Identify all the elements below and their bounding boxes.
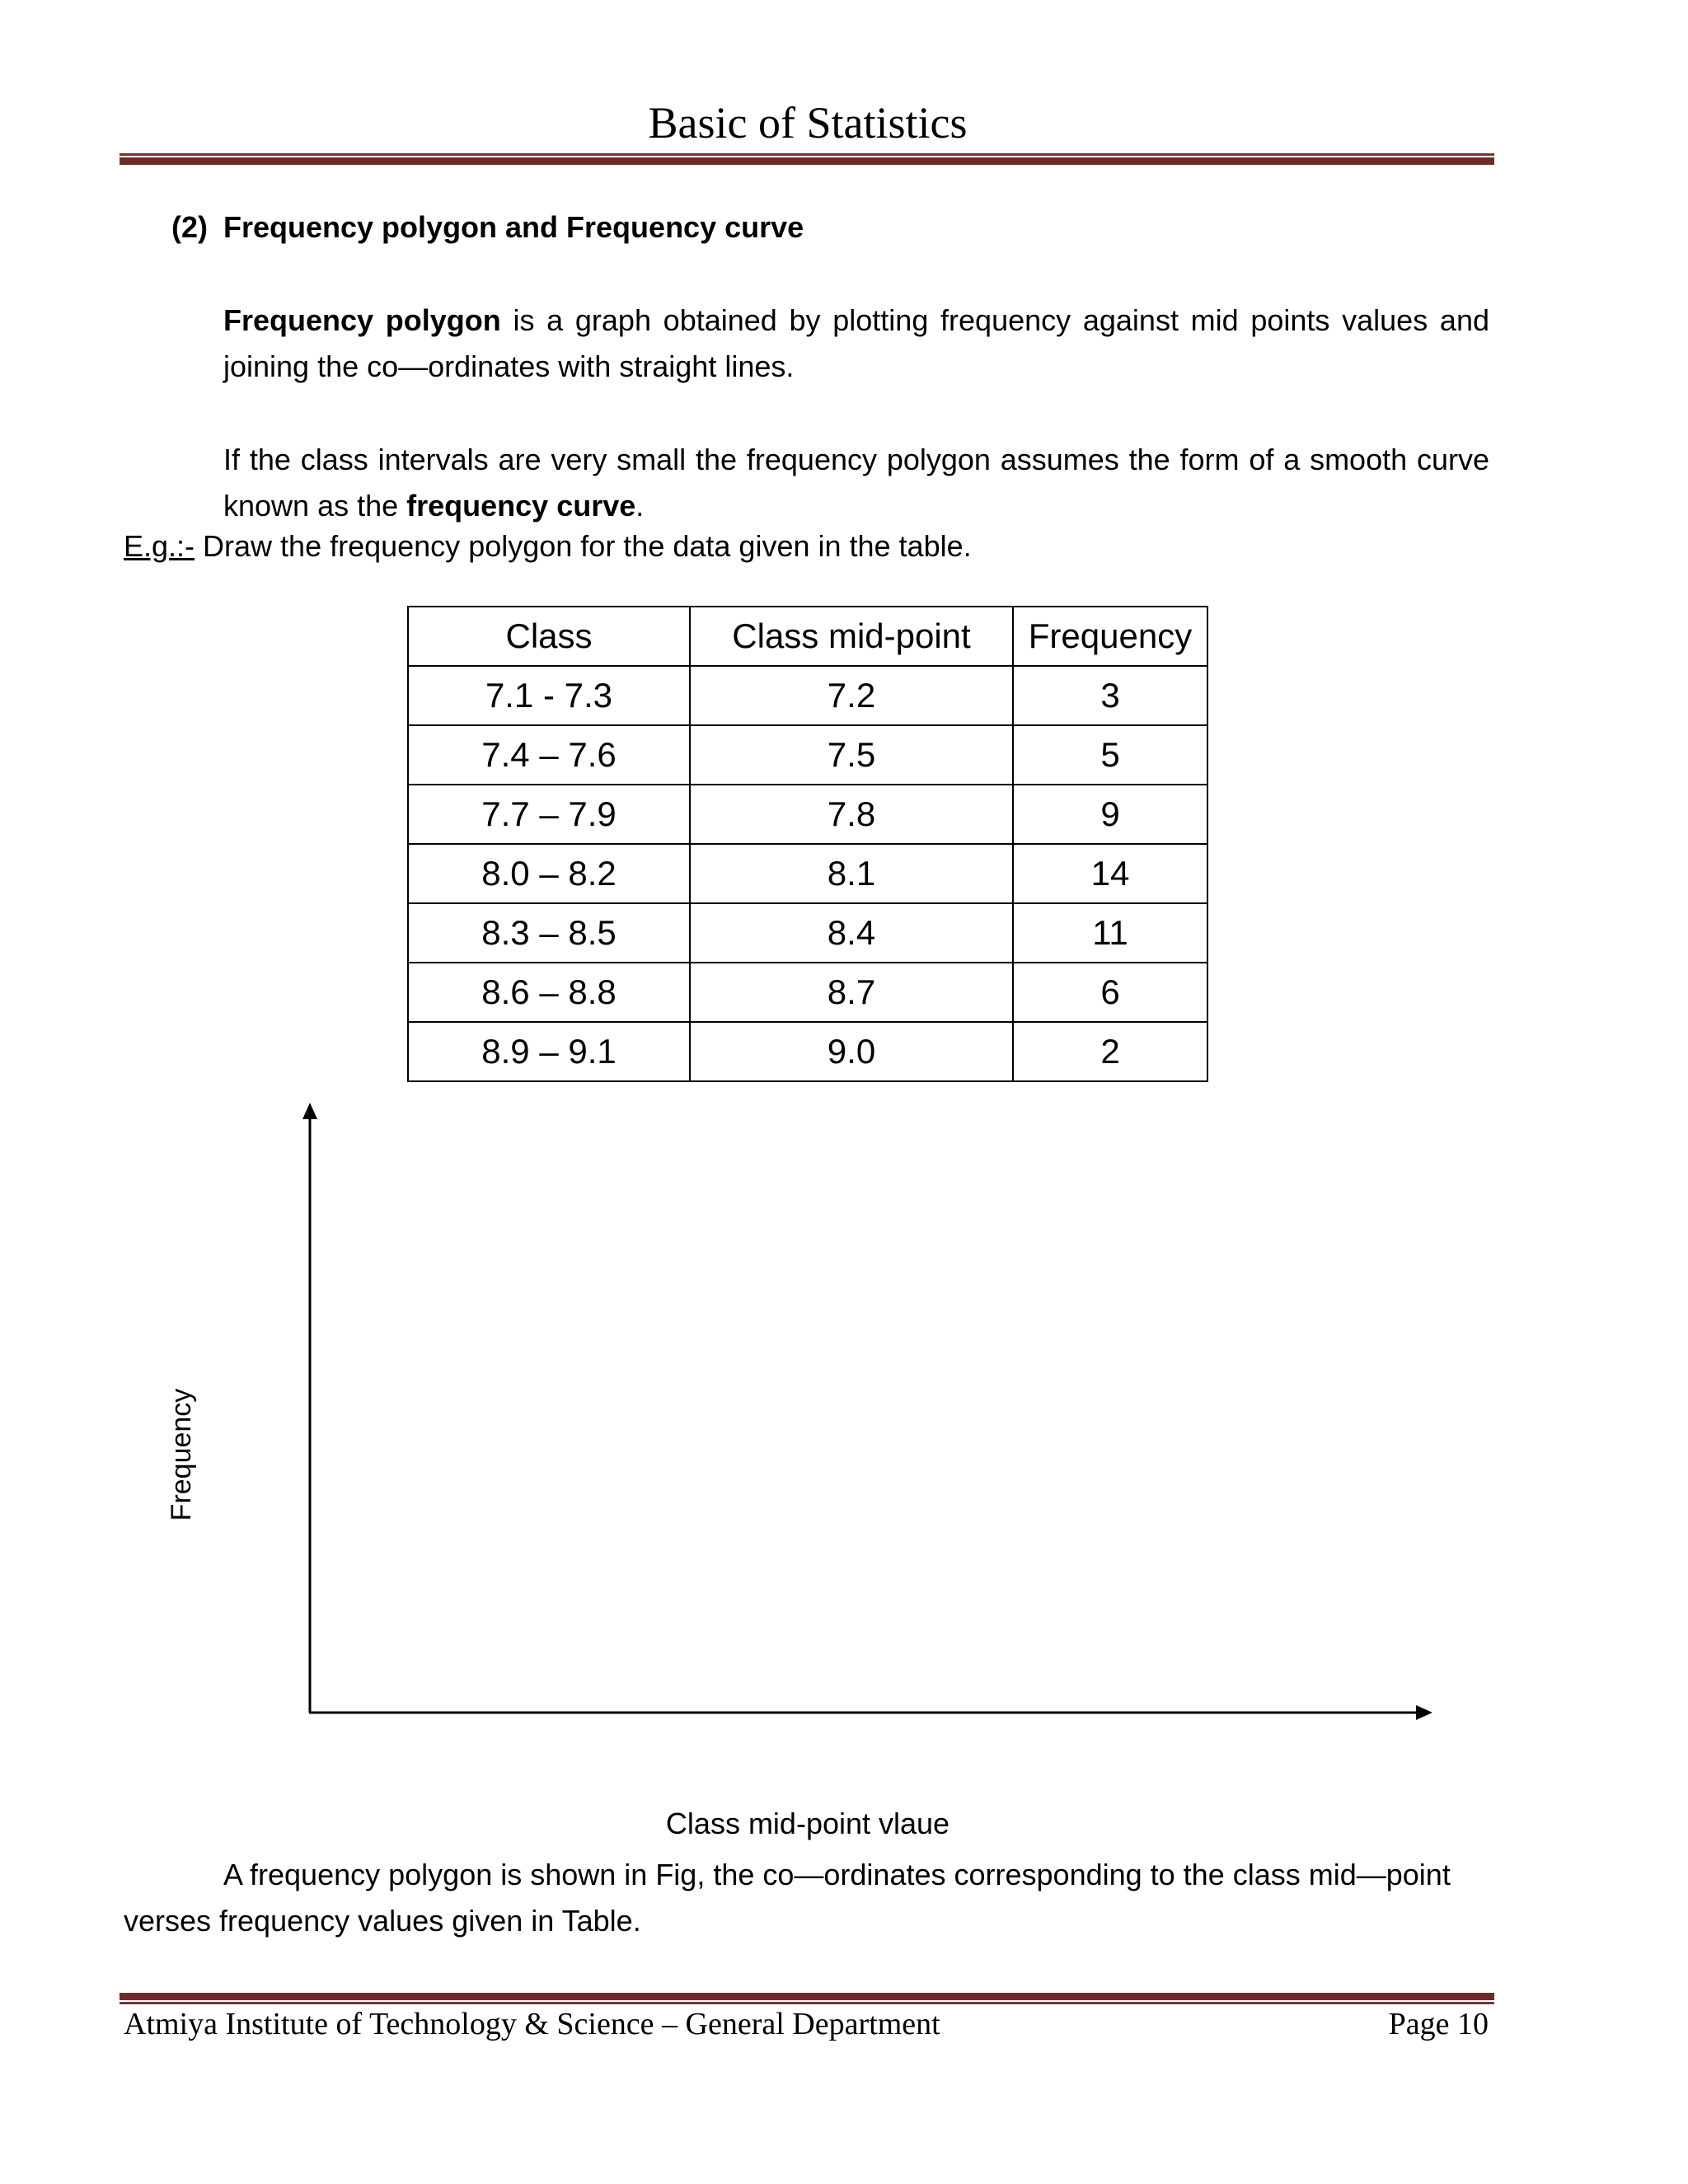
definition-term: Frequency polygon xyxy=(223,303,501,337)
table-cell: 11 xyxy=(1013,903,1207,963)
figure-caption-paragraph xyxy=(124,1852,1492,1944)
table-cell: 8.0 – 8.2 xyxy=(408,844,690,903)
table-cell: 7.4 – 7.6 xyxy=(408,725,690,785)
footer-rule-thin xyxy=(120,2002,1494,2004)
curve-term: frequency curve xyxy=(406,489,636,523)
x-axis-arrow-icon xyxy=(1416,1705,1432,1720)
page-header-title: Basic of Statistics xyxy=(648,98,968,148)
curve-text-before: If the class intervals are very small the frequency polygon assumes the form of a smooth curve known as the xyxy=(223,443,1489,523)
table-cell: 14 xyxy=(1013,844,1207,903)
footer-page-number: Page 10 xyxy=(1388,2007,1489,2041)
example-text: Draw the frequency polygon for the data given in the table. xyxy=(195,529,972,563)
table-cell: 8.1 xyxy=(690,844,1013,903)
table-cell: 7.1 - 7.3 xyxy=(408,666,690,725)
table-cell: 5 xyxy=(1013,725,1207,785)
x-axis-label: Class mid-point vlaue xyxy=(665,1807,950,1840)
table-header-midpoint: Class mid-point xyxy=(690,607,1013,666)
table-cell: 8.3 – 8.5 xyxy=(408,903,690,963)
table-cell: 8.4 xyxy=(690,903,1013,963)
table-cell: 3 xyxy=(1013,666,1207,725)
footer-institute: Atmiya Institute of Technology & Science – General Department xyxy=(124,2007,940,2041)
section-title: Frequency polygon and Frequency curve xyxy=(223,210,804,244)
table-cell: 2 xyxy=(1013,1022,1207,1081)
table-cell: 9.0 xyxy=(690,1022,1013,1081)
y-axis-label: Frequency xyxy=(166,1388,197,1521)
table-cell: 8.9 – 9.1 xyxy=(408,1022,690,1081)
caption-text: A frequency polygon is shown in Fig, the co—ordinates corresponding to the class mid—point verses frequency values given in Table. xyxy=(124,1858,1451,1938)
curve-text-after: . xyxy=(635,489,645,523)
y-axis-arrow-icon xyxy=(302,1103,317,1119)
table-cell: 9 xyxy=(1013,785,1207,844)
table-header-frequency: Frequency xyxy=(1013,607,1207,666)
definition-text: is a graph obtained by plotting frequency against mid points values and joining the co—ordinates with straight lines. xyxy=(223,303,1489,383)
table-cell: 8.7 xyxy=(690,963,1013,1022)
table-cell: 7.8 xyxy=(690,785,1013,844)
table-cell: 7.5 xyxy=(690,725,1013,785)
table-cell: 8.6 – 8.8 xyxy=(408,963,690,1022)
section-number: (2) xyxy=(171,210,208,244)
footer-rule-thick xyxy=(120,1993,1494,2000)
table-header-class: Class xyxy=(408,607,690,666)
table-cell: 6 xyxy=(1013,963,1207,1022)
table-cell: 7.7 – 7.9 xyxy=(408,785,690,844)
example-label: E.g.:- xyxy=(124,529,195,563)
table-cell: 7.2 xyxy=(690,666,1013,725)
